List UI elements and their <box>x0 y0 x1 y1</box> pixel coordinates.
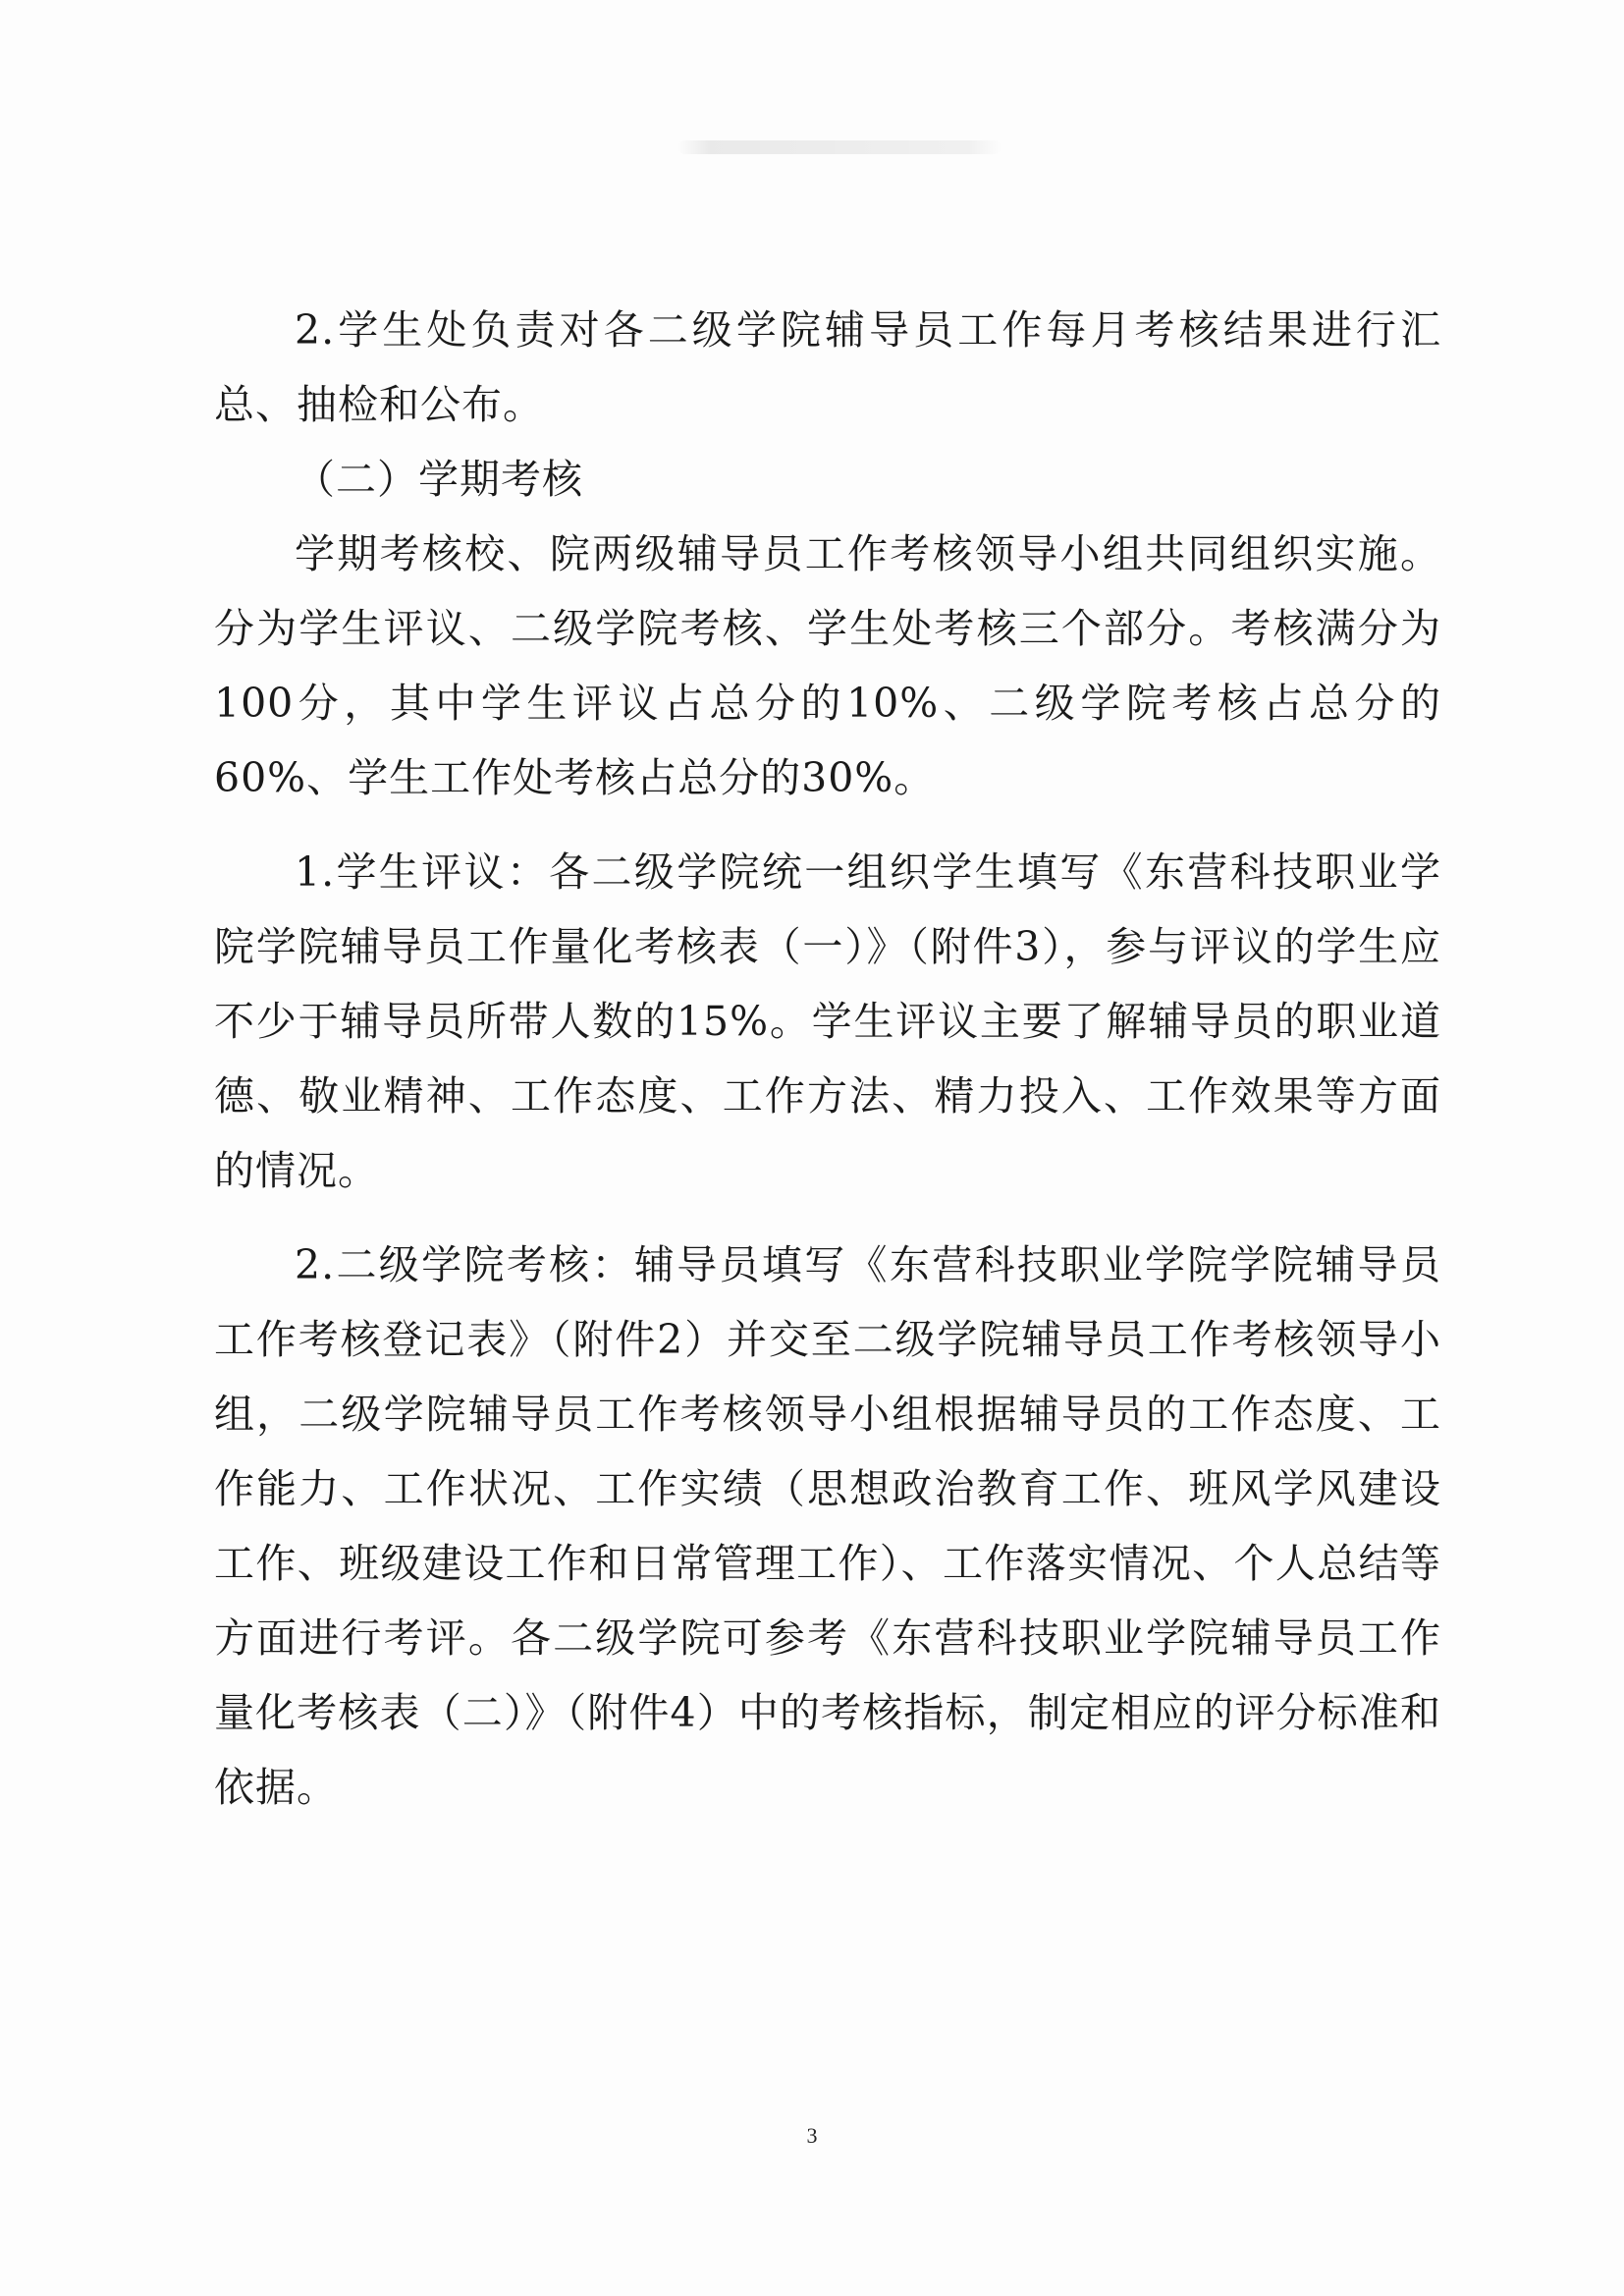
paragraph-college-assessment: 2.二级学院考核：辅导员填写《东营科技职业学院学院辅导员工作考核登记表》（附件2）并交至二级学院辅导员工作考核领导小组，二级学院辅导员工作考核领导小组根据辅导员的工作态度、工作能力、工作状况、工作实绩（思想政治教育工作、班风学风建设工作、班级建设工作和日常管理工作）、工作落实情况、个人总结等方面进行考评。各二级学院可参考《东营科技职业学院辅导员工作量化考核表（二）》（附件4）中的考核指标，制定相应的评分标准和依据。 <box>214 1241 1441 1811</box>
paragraph-student-evaluation: 1.学生评议：各二级学院统一组织学生填写《东营科技职业学院学院辅导员工作量化考核表（一）》（附件3），参与评议的学生应不少于辅导员所带人数的15%。学生评议主要了解辅导员的职业道德、敬业精神、工作态度、工作方法、精力投入、工作效果等方面的情况。 <box>214 848 1441 1194</box>
section-heading-semester-assessment: （二）学期考核 <box>295 456 583 503</box>
scan-artifact <box>677 140 1001 154</box>
paragraph-semester-assessment: 学期考核校、院两级辅导员工作考核领导小组共同组织实施。分为学生评议、二级学院考核、学生处考核三个部分。考核满分为100分，其中学生评议占总分的10%、二级学院考核占总分的60%、学生工作处考核占总分的30%。 <box>214 530 1441 801</box>
document-body <box>214 293 1441 1825</box>
page-number: 3 <box>806 2123 818 2148</box>
paragraph-monthly-summary: 2.学生处负责对各二级学院辅导员工作每月考核结果进行汇总、抽检和公布。 <box>214 306 1441 428</box>
